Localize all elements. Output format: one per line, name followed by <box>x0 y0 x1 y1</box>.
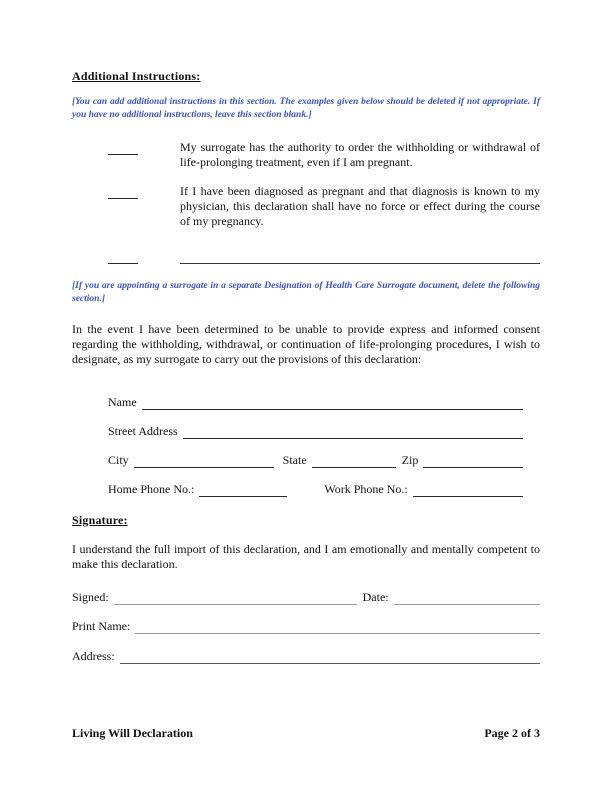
home-phone-blank[interactable] <box>199 493 287 497</box>
phone-field-row <box>108 481 523 497</box>
state-label: State <box>282 453 307 467</box>
page-footer <box>72 726 540 741</box>
instruction-option-row <box>108 140 540 170</box>
name-blank[interactable] <box>142 406 523 410</box>
footer-document-title: Living Will Declaration <box>72 726 193 740</box>
print-name-row <box>72 618 540 634</box>
signed-label: Signed: <box>72 590 109 604</box>
print-name-label: Print Name: <box>72 619 131 633</box>
surrogate-intro-paragraph: In the event I have been determined to be unable to provide express and informed consent regarding the withholding, withdrawal, or continuation of life-prolonging procedures, I wish to designate, as my surrogate to carry out the provisions of this declaration: <box>72 322 540 366</box>
zip-label: Zip <box>401 453 419 467</box>
street-address-blank[interactable] <box>183 435 523 439</box>
footer-page-number: Page 2 of 3 <box>484 726 540 740</box>
instruction-option-2-blank[interactable] <box>108 184 138 199</box>
city-blank[interactable] <box>134 464 274 468</box>
city-label: City <box>108 453 129 467</box>
name-label: Name <box>108 395 137 409</box>
surrogate-note: [If you are appointing a surrogate in a separate Designation of Health Care Surrogate document, delete the following section.] <box>72 281 540 304</box>
city-state-zip-field-row <box>108 452 523 468</box>
print-name-blank[interactable] <box>135 630 540 634</box>
work-phone-label: Work Phone No.: <box>324 482 408 496</box>
signed-date-row <box>72 589 540 605</box>
date-blank[interactable] <box>394 601 540 605</box>
work-phone-blank[interactable] <box>413 493 523 497</box>
page-content <box>72 69 540 664</box>
custom-instruction-row <box>108 249 540 264</box>
signature-heading: Signature: <box>72 513 128 527</box>
state-blank[interactable] <box>312 464 396 468</box>
home-phone-label: Home Phone No.: <box>108 482 195 496</box>
instruction-option-1-text: My surrogate has the authority to order the withholding or withdrawal of life-prolonging treatment, even if I am pregnant. <box>180 140 540 169</box>
address-label: Address: <box>72 649 115 663</box>
custom-instruction-blank[interactable] <box>108 249 138 264</box>
zip-blank[interactable] <box>423 464 523 468</box>
additional-instructions-note: [You can add additional instructions in this section. The examples given below should be deleted if not appropriate. If you have no additional instructions, leave this section blank.] <box>72 97 540 120</box>
custom-instruction-write-in-line[interactable] <box>180 249 540 264</box>
street-address-field-row <box>108 423 523 439</box>
instruction-option-2-text: If I have been diagnosed as pregnant and that diagnosis is known to my physician, this declaration shall have no force or effect during the course of my pregnancy. <box>180 184 540 228</box>
additional-instructions-heading: Additional Instructions: <box>72 69 201 83</box>
signed-blank[interactable] <box>114 601 357 605</box>
instruction-option-1-blank[interactable] <box>108 140 138 155</box>
address-row <box>72 648 540 664</box>
street-address-label: Street Address <box>108 424 178 438</box>
date-label: Date: <box>362 590 389 604</box>
signature-statement: I understand the full import of this declaration, and I am emotionally and mentally competent to make this declaration. <box>72 542 540 571</box>
name-field-row <box>108 394 523 410</box>
address-blank[interactable] <box>120 660 540 664</box>
instruction-option-row <box>108 184 540 229</box>
